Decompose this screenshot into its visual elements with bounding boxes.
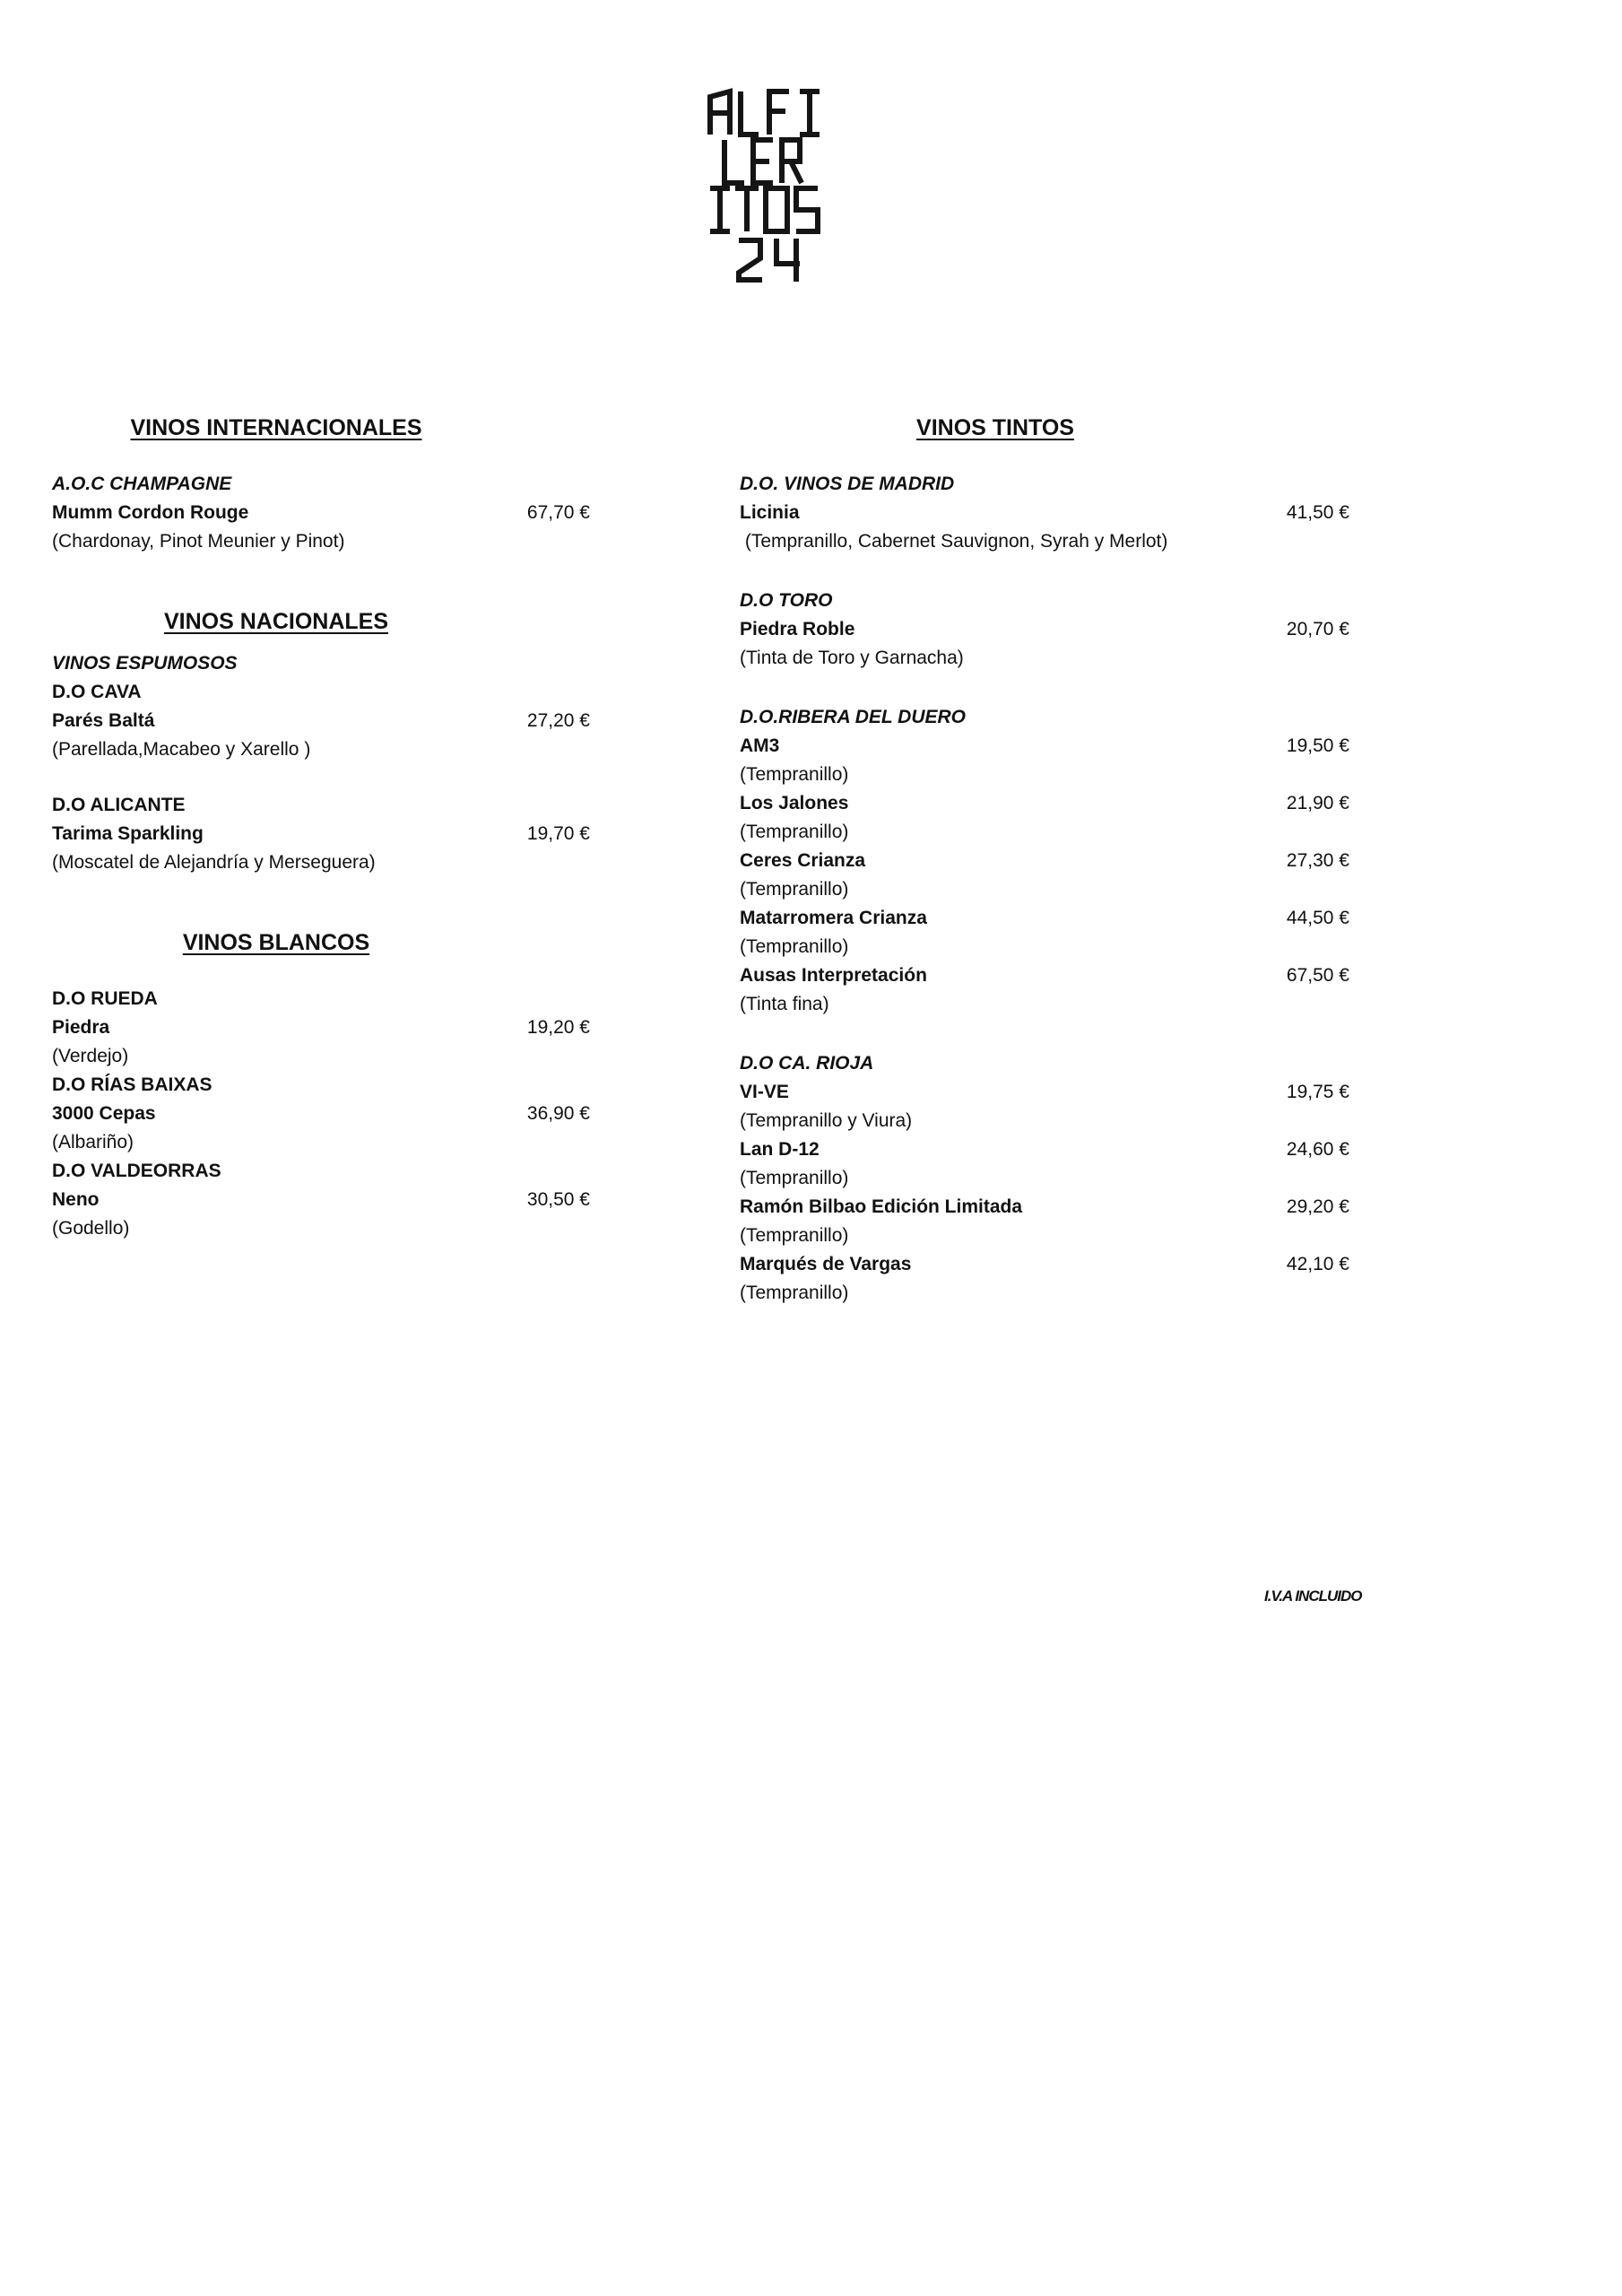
wine-item [740,904,1349,933]
wine-name: Marqués de Vargas [740,1254,912,1274]
region-rueda: D.O RUEDA [52,988,158,1009]
right-column [740,413,1358,1308]
wine-grapes: (Verdejo) [52,1046,129,1066]
section-title-nacionales: VINOS NACIONALES [163,609,389,634]
wine-grapes: (Tempranillo) [740,879,849,900]
wine-grapes: (Tempranillo) [740,764,849,785]
wine-price: 21,90 € [1286,793,1349,813]
wine-price: 42,10 € [1286,1254,1349,1274]
wine-price: 44,50 € [1286,908,1349,928]
wine-item [740,615,1349,644]
wine-name: Parés Baltá [52,710,155,731]
wine-price: 67,50 € [1286,965,1349,986]
wine-name: Tarima Sparkling [52,823,204,844]
iva-incluido-note: I.V.A INCLUIDO [1264,1587,1362,1605]
wine-item [740,499,1349,527]
subsection-espumosos: VINOS ESPUMOSOS [52,653,238,674]
wine-item [740,1193,1349,1222]
wine-grapes: (Tempranillo) [740,1225,849,1246]
wine-grapes: (Parellada,Macabeo y Xarello ) [52,739,311,760]
alfileritos-24-logo [707,88,830,283]
wine-price: 27,20 € [526,710,590,731]
wine-grapes: (Tempranillo) [740,822,849,842]
ribera-wine-list [740,732,1358,1019]
wine-name: Ceres Crianza [740,850,866,871]
wine-item [740,1135,1349,1164]
wine-grapes: (Tempranillo) [740,1283,849,1303]
wine-price: 36,90 € [526,1103,590,1124]
region-valdeorras: D.O VALDEORRAS [52,1161,221,1181]
region-madrid: D.O. VINOS DE MADRID [740,474,955,494]
region-rias-baixas: D.O RÍAS BAIXAS [52,1074,213,1095]
wine-item [740,847,1349,875]
wine-item [52,1013,590,1042]
wine-price: 24,60 € [1286,1139,1349,1160]
wine-grapes: (Godello) [52,1218,130,1239]
wine-price: 19,75 € [1286,1082,1349,1102]
wine-item [740,961,1349,990]
rioja-wine-list [740,1078,1358,1308]
wine-price: 67,70 € [526,502,590,523]
wine-name: Mumm Cordon Rouge [52,502,249,523]
region-alicante: D.O ALICANTE [52,795,186,815]
wine-grapes: (Chardonay, Pinot Meunier y Pinot) [52,531,345,552]
wine-price: 19,20 € [526,1017,590,1038]
wine-item [740,789,1349,818]
wine-grapes: (Tempranillo) [740,1168,849,1188]
region-toro: D.O TORO [740,590,833,611]
wine-item [52,499,590,527]
wine-name: Ramón Bilbao Edición Limitada [740,1196,1023,1217]
wine-name: Neno [52,1189,100,1210]
section-title-tintos: VINOS TINTOS [916,415,1074,440]
wine-price: 41,50 € [1286,502,1349,523]
wine-name: Lan D-12 [740,1139,820,1160]
wine-name: Matarromera Crianza [740,908,927,928]
wine-name: 3000 Cepas [52,1103,156,1124]
wine-name: AM3 [740,735,780,756]
wine-item [52,1100,590,1128]
wine-name: Ausas Interpretación [740,965,927,986]
section-title-internacionales: VINOS INTERNACIONALES [130,415,422,440]
left-column [52,413,608,1243]
wine-name: Piedra [52,1017,110,1038]
wine-grapes: (Tinta fina) [740,994,829,1014]
region-champagne: A.O.C CHAMPAGNE [52,474,232,494]
wine-item [740,732,1349,761]
wine-name: VI-VE [740,1082,789,1102]
wine-grapes: (Moscatel de Alejandría y Merseguera) [52,852,376,873]
wine-name: Piedra Roble [740,619,855,639]
wine-item [740,1250,1349,1279]
region-ribera-del-duero: D.O.RIBERA DEL DUERO [740,707,967,727]
wine-price: 30,50 € [526,1189,590,1210]
wine-price: 19,70 € [526,823,590,844]
wine-price: 20,70 € [1286,619,1349,639]
wine-item [52,1186,590,1214]
wine-name: Licinia [740,502,800,523]
wine-grapes: (Tempranillo y Viura) [740,1110,913,1131]
wine-grapes: (Tempranillo) [740,936,849,957]
section-title-blancos: VINOS BLANCOS [182,930,370,955]
wine-price: 27,30 € [1286,850,1349,871]
wine-item [740,1078,1349,1107]
logo-mark [707,88,830,283]
region-rioja: D.O CA. RIOJA [740,1053,874,1074]
wine-grapes: (Tempranillo, Cabernet Sauvignon, Syrah y Merlot) [740,531,1168,552]
wine-name: Los Jalones [740,793,849,813]
wine-item [52,820,590,848]
wine-price: 19,50 € [1286,735,1349,756]
wine-item [52,707,590,735]
region-cava: D.O CAVA [52,682,142,702]
wine-price: 29,20 € [1286,1196,1349,1217]
wine-grapes: (Tinta de Toro y Garnacha) [740,648,964,668]
wine-grapes: (Albariño) [52,1132,134,1152]
